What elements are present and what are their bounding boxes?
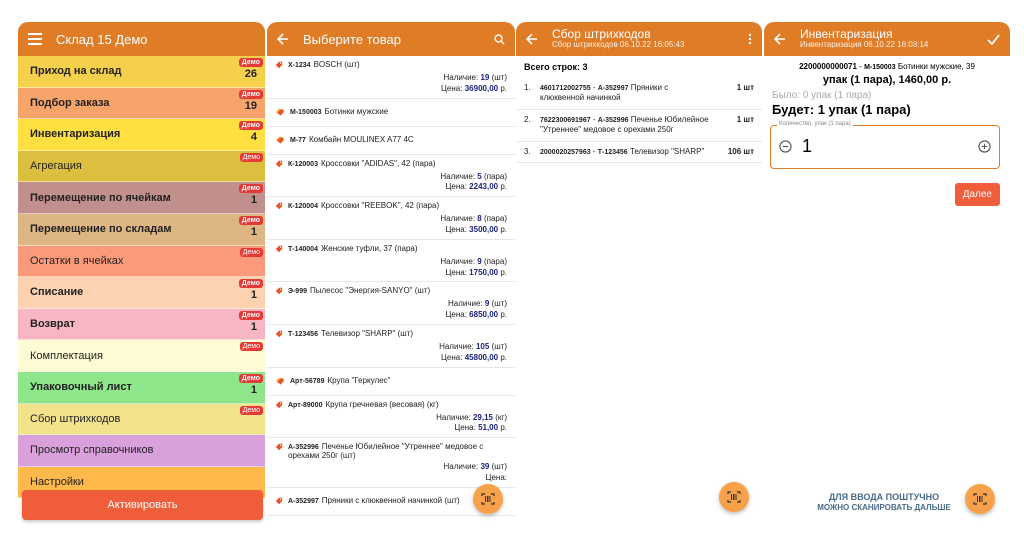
back-arrow-icon[interactable]	[774, 33, 786, 45]
menu-item[interactable]	[18, 277, 265, 309]
product-info	[275, 462, 507, 484]
price-label: Цена:	[445, 267, 467, 277]
menu-item-count: 1	[250, 289, 257, 302]
product-line	[275, 400, 507, 411]
product-code: А-352996	[288, 444, 319, 452]
product-price-line	[275, 84, 507, 95]
product-text	[288, 159, 436, 168]
stock-label: Наличие:	[447, 299, 483, 309]
demo-badge: Демо	[239, 121, 263, 130]
barcode-collection-screen	[516, 22, 762, 532]
tag-icon	[275, 159, 288, 170]
menu-item[interactable]	[18, 435, 265, 467]
menu-item-count: 1	[250, 194, 257, 207]
product-price: 3500,00	[469, 224, 499, 234]
price-label: Цена:	[441, 83, 463, 93]
product-stock-line	[275, 172, 507, 183]
product-price: 36900,00	[464, 83, 499, 93]
product-text	[290, 135, 414, 144]
next-button[interactable]: Далее	[955, 183, 1000, 206]
scan-hint	[804, 492, 964, 512]
product-text	[288, 201, 439, 210]
product-info	[275, 73, 507, 95]
demo-badge: Демо	[239, 58, 263, 67]
product-price-line	[275, 225, 507, 236]
product-list-item[interactable]	[267, 197, 515, 240]
demo-badge: Демо	[239, 184, 263, 193]
menu-item[interactable]	[18, 151, 265, 183]
product-code: Э-999	[288, 288, 307, 296]
barcode-collection-subtitle: Сбор штрихкодов 06.10.22 16:05:43	[552, 40, 685, 50]
barcode-collection-title: Сбор штрихкодов	[552, 27, 651, 41]
product-list-item[interactable]	[267, 240, 515, 283]
product-stock: 8	[477, 214, 482, 224]
menu-item-label: Остатки в ячейках	[30, 254, 124, 267]
barcode-collection-appbar	[516, 22, 762, 56]
demo-badge: Демо	[239, 279, 263, 288]
product-stock: 105	[475, 341, 490, 351]
barcode-list	[516, 78, 762, 163]
product-info	[275, 342, 507, 364]
product-list-item[interactable]	[267, 438, 515, 488]
product-name: Женские туфли, 37 (пара)	[320, 243, 418, 253]
product-price: 6850,00	[469, 310, 499, 320]
product-text	[288, 60, 360, 69]
product-unit: (пара)	[483, 256, 507, 266]
product-price: 1750,00	[469, 267, 499, 277]
menu-item-count: 1	[250, 320, 257, 333]
product-list-item[interactable]	[267, 99, 515, 127]
row-barcode: 2000020257963	[540, 148, 591, 156]
row-barcode: 7622300691967	[540, 116, 591, 124]
product-stock: 9	[477, 256, 482, 266]
product-info	[275, 257, 507, 279]
inventory-title: Инвентаризация	[800, 27, 893, 41]
product-name: Телевизор "SHARP" (шт)	[320, 328, 413, 338]
product-list-item[interactable]	[267, 325, 515, 368]
tag-icon	[275, 496, 288, 507]
product-code: Арт-89000	[288, 401, 323, 409]
stock-label: Наличие:	[440, 214, 476, 224]
product-list-item[interactable]	[267, 155, 515, 198]
menu-item[interactable]	[18, 88, 265, 120]
scan-fab-button[interactable]	[965, 484, 995, 514]
menu-item-count: 26	[244, 68, 257, 80]
product-info	[275, 172, 507, 194]
product-price-line	[275, 423, 507, 434]
product-select-screen	[267, 22, 515, 532]
product-stock-line	[275, 299, 507, 310]
plus-circle-icon[interactable]	[978, 140, 991, 153]
menu-item-label: Просмотр справочников	[30, 444, 154, 457]
product-line	[275, 159, 507, 170]
product-list	[267, 56, 515, 516]
product-line	[275, 60, 507, 71]
row-text: 4601712002755 - А-352997 Пряники с клюквенной начинкой	[540, 83, 669, 103]
tag-icon	[275, 244, 288, 255]
product-code: М-150003	[290, 109, 322, 117]
product-price-line	[275, 353, 507, 364]
product-text	[288, 244, 418, 253]
scan-fab-button[interactable]	[473, 484, 503, 514]
product-currency: р.	[500, 83, 507, 93]
product-select-appbar	[267, 22, 515, 56]
product-currency: р.	[500, 423, 507, 433]
menu-item-label: Перемещение по ячейкам	[30, 191, 171, 204]
product-info	[275, 299, 507, 321]
product-text	[288, 400, 439, 409]
main-menu-list	[18, 56, 265, 498]
product-text	[290, 107, 388, 116]
product-name: Крупа "Геркулес"	[327, 376, 391, 386]
product-price-line	[275, 310, 507, 321]
price-label: Цена:	[445, 224, 467, 234]
activate-button[interactable]: Активировать	[22, 490, 263, 520]
product-stock-line	[275, 257, 507, 268]
menu-item-label: Списание	[30, 286, 84, 299]
product-stock: 39	[480, 462, 490, 472]
row-text: 7622300691967 - А-352996 Печенье Юбилейное "Утреннее" медовое с орехами 250г	[540, 114, 709, 135]
row-name: Печенье Юбилейное "Утреннее" медовое с орехами 250г	[540, 114, 709, 135]
tags-icon	[275, 376, 290, 387]
product-price-line	[275, 473, 507, 484]
product-text	[288, 329, 413, 338]
product-price: 45800,00	[464, 352, 499, 362]
menu-item-count: 4	[250, 131, 257, 144]
product-name: Пылесос "Энергия-SANYO" (шт)	[310, 286, 431, 296]
tag-icon	[275, 201, 288, 212]
inventory-subtitle: Инвентаризация 06.10.22 16:03:14	[800, 40, 929, 50]
menu-item-label: Перемещение по складам	[30, 223, 172, 236]
product-price: 51,00	[478, 423, 499, 433]
barcode-scan-icon	[973, 493, 987, 505]
demo-badge: Демо	[239, 311, 263, 320]
product-line	[275, 201, 507, 212]
scan-hint-main: ДЛЯ ВВОДА ПОШТУЧНО	[828, 492, 940, 502]
inventory-product-header: 2200000000071 - М-150003 Ботинки мужские, 39 упак (1 пара), 1460,00 р.	[764, 56, 1010, 88]
product-unit: (шт)	[491, 299, 507, 309]
demo-badge: Демо	[240, 342, 263, 351]
hamburger-menu-icon[interactable]	[28, 33, 42, 45]
menu-item-count: 1	[250, 225, 257, 238]
stock-label: Наличие:	[436, 412, 471, 422]
inventory-summary: упак (1 пара), 1460,00 р.	[822, 73, 952, 86]
row-qty: 1 шт	[736, 114, 754, 124]
menu-item-label: Агрегация	[30, 160, 82, 173]
product-name: Печенье Юбилейное "Утреннее" медовое с орехами 250г (шт)	[288, 442, 484, 461]
product-code: Т-140004	[288, 245, 318, 253]
tag-icon	[275, 286, 288, 297]
product-line	[275, 442, 507, 460]
quantity-value[interactable]: 1	[802, 136, 813, 157]
product-line	[275, 329, 507, 340]
inventory-code: М-150003	[864, 64, 896, 71]
menu-item[interactable]	[18, 119, 265, 151]
inventory-titles	[800, 28, 987, 50]
barcode-row[interactable]	[516, 110, 762, 142]
price-label: Цена:	[485, 472, 507, 482]
price-label: Цена:	[445, 310, 467, 320]
demo-badge: Демо	[240, 153, 263, 162]
row-number: 1.	[524, 83, 531, 92]
product-name: Кроссовки "REEBOK", 42 (пара)	[320, 201, 440, 211]
product-unit: (кг)	[495, 412, 507, 422]
product-name: Кроссовки "ADIDAS", 42 (пара)	[320, 158, 436, 168]
product-stock-line	[275, 214, 507, 225]
product-line	[275, 135, 414, 146]
product-code: Т-123456	[288, 330, 318, 338]
menu-item[interactable]	[18, 340, 265, 372]
stock-label: Наличие:	[439, 341, 474, 351]
demo-badge: Демо	[240, 248, 263, 257]
menu-item-label: Сбор штрихкодов	[30, 412, 121, 425]
main-menu-appbar	[18, 22, 265, 56]
row-number: 3.	[524, 146, 531, 156]
barcode-scan-icon	[727, 491, 741, 503]
tag-icon	[275, 442, 288, 453]
product-unit: (шт)	[491, 341, 507, 351]
product-currency: р.	[500, 267, 507, 277]
back-arrow-icon[interactable]	[526, 33, 538, 45]
product-unit: (пара)	[483, 214, 507, 224]
product-list-item[interactable]	[267, 127, 515, 155]
row-name: Телевизор "SHARP"	[629, 146, 705, 156]
product-text	[288, 286, 430, 295]
product-line	[275, 496, 460, 507]
inventory-product-name: Ботинки мужские, 39	[897, 62, 975, 71]
menu-item-label: Упаковочный лист	[30, 381, 132, 394]
menu-item-count: 19	[244, 99, 257, 112]
scan-fab-button[interactable]	[719, 482, 749, 512]
product-code: Арт-56789	[290, 378, 325, 386]
menu-item[interactable]	[18, 372, 265, 404]
product-line	[275, 286, 507, 297]
row-barcode: 4601712002755	[540, 85, 591, 92]
search-icon[interactable]	[494, 34, 505, 45]
product-unit: (пара)	[483, 171, 507, 181]
inventory-screen	[764, 22, 1010, 532]
product-code: M-77	[290, 137, 306, 145]
demo-badge: Демо	[239, 374, 263, 383]
row-number: 2.	[524, 114, 531, 124]
product-stock-line	[275, 413, 507, 424]
quantity-label: Количество, упак (1 пара)	[779, 120, 851, 127]
menu-item[interactable]	[18, 214, 265, 246]
back-arrow-icon[interactable]	[277, 33, 289, 45]
price-label: Цена:	[445, 182, 467, 192]
menu-item[interactable]	[18, 56, 265, 88]
menu-item[interactable]	[18, 246, 265, 278]
menu-item-label: Комплектация	[30, 349, 103, 362]
demo-badge: Демо	[239, 216, 263, 225]
price-label: Цена:	[441, 352, 463, 362]
barcode-collection-titles	[552, 28, 748, 50]
main-menu-title: Склад 15 Демо	[56, 31, 148, 47]
row-qty: 1 шт	[736, 83, 754, 92]
product-unit: (шт)	[491, 462, 507, 472]
product-stock-line	[275, 73, 507, 84]
product-info	[275, 413, 507, 435]
inventory-will: Будет: 1 упак (1 пара)	[772, 101, 911, 117]
product-stock: 19	[480, 73, 490, 82]
product-code: К-120004	[288, 203, 318, 211]
product-price: 2243,00	[469, 182, 499, 192]
product-name: Пряники с клюквенной начинкой (шт)	[321, 496, 460, 506]
barcode-scan-icon	[481, 493, 495, 505]
product-name: Крупа гречневая (весовая) (кг)	[325, 399, 439, 409]
menu-item[interactable]	[18, 182, 265, 214]
minus-circle-icon[interactable]	[779, 140, 792, 153]
row-text: 2000020257963 - Т-123456 Телевизор "SHARP"	[540, 146, 705, 156]
tag-icon	[275, 400, 288, 411]
row-qty: 106 шт	[727, 146, 754, 156]
product-currency: р.	[500, 310, 507, 320]
product-code: А-352997	[288, 498, 319, 506]
menu-item-label: Приход на склад	[30, 65, 122, 78]
product-stock-line	[275, 342, 507, 353]
tag-icon	[275, 329, 288, 340]
product-list-item[interactable]	[267, 282, 515, 325]
product-price-line	[275, 182, 507, 193]
product-line	[275, 376, 390, 387]
product-line	[275, 107, 388, 118]
product-list-item[interactable]	[267, 396, 515, 439]
main-menu-screen	[18, 22, 265, 532]
menu-item-label: Подбор заказа	[30, 96, 110, 109]
product-price-line	[275, 268, 507, 279]
product-stock: 29,15	[472, 412, 494, 422]
price-label: Цена:	[454, 423, 476, 433]
product-code: X-1234	[288, 62, 311, 69]
product-name: BOSCH (шт)	[313, 60, 360, 69]
inventory-was: Было: 0 упак (1 пара)	[772, 89, 872, 101]
inventory-barcode: 2200000000071	[799, 62, 857, 71]
product-stock: 9	[484, 299, 490, 309]
product-select-title: Выберите товар	[303, 31, 401, 47]
tags-icon	[275, 135, 290, 146]
stock-label: Наличие:	[443, 462, 479, 472]
row-code: А-352997	[597, 85, 629, 92]
product-unit: (шт)	[491, 73, 507, 82]
product-stock: 5	[477, 171, 482, 181]
row-code: Т-123456	[597, 148, 628, 156]
barcode-row[interactable]	[516, 142, 762, 163]
tag-icon	[275, 60, 288, 71]
barcode-row[interactable]	[516, 78, 762, 110]
product-list-item[interactable]	[267, 368, 515, 396]
menu-item-count: 1	[250, 383, 257, 396]
inventory-appbar	[764, 22, 1010, 56]
more-vert-icon[interactable]	[748, 33, 752, 45]
product-stock-line	[275, 462, 507, 473]
row-code: А-352996	[597, 116, 629, 124]
menu-item-label: Инвентаризация	[30, 128, 121, 141]
menu-item[interactable]	[18, 309, 265, 341]
product-info	[275, 214, 507, 236]
product-currency: р.	[500, 352, 507, 362]
scan-hint-sub: МОЖНО СКАНИРОВАТЬ ДАЛЬШЕ	[817, 502, 951, 512]
product-name: Комбайн MOULINEX A77 4C	[308, 135, 414, 145]
product-currency: р.	[500, 224, 507, 234]
quantity-stepper[interactable]	[770, 120, 1000, 169]
menu-item[interactable]	[18, 404, 265, 436]
menu-item-label: Возврат	[30, 318, 75, 331]
product-line	[275, 244, 507, 255]
product-text	[288, 442, 507, 460]
total-rows: Всего строк: 3	[524, 62, 588, 72]
check-icon[interactable]	[987, 34, 1000, 45]
demo-badge: Демо	[239, 90, 263, 99]
tags-icon	[275, 107, 290, 118]
stock-label: Наличие:	[443, 73, 479, 82]
product-currency: р.	[500, 182, 507, 192]
stock-label: Наличие:	[440, 171, 476, 181]
menu-item-label: Настройки	[30, 476, 84, 489]
product-code: К-120003	[288, 160, 318, 168]
product-text	[288, 496, 460, 505]
product-list-item[interactable]	[267, 56, 515, 99]
row-name: Пряники с клюквенной начинкой	[540, 83, 669, 103]
product-name: Ботинки мужские	[324, 107, 389, 117]
product-text	[290, 376, 390, 385]
stock-label: Наличие:	[440, 256, 476, 266]
demo-badge: Демо	[240, 406, 263, 415]
